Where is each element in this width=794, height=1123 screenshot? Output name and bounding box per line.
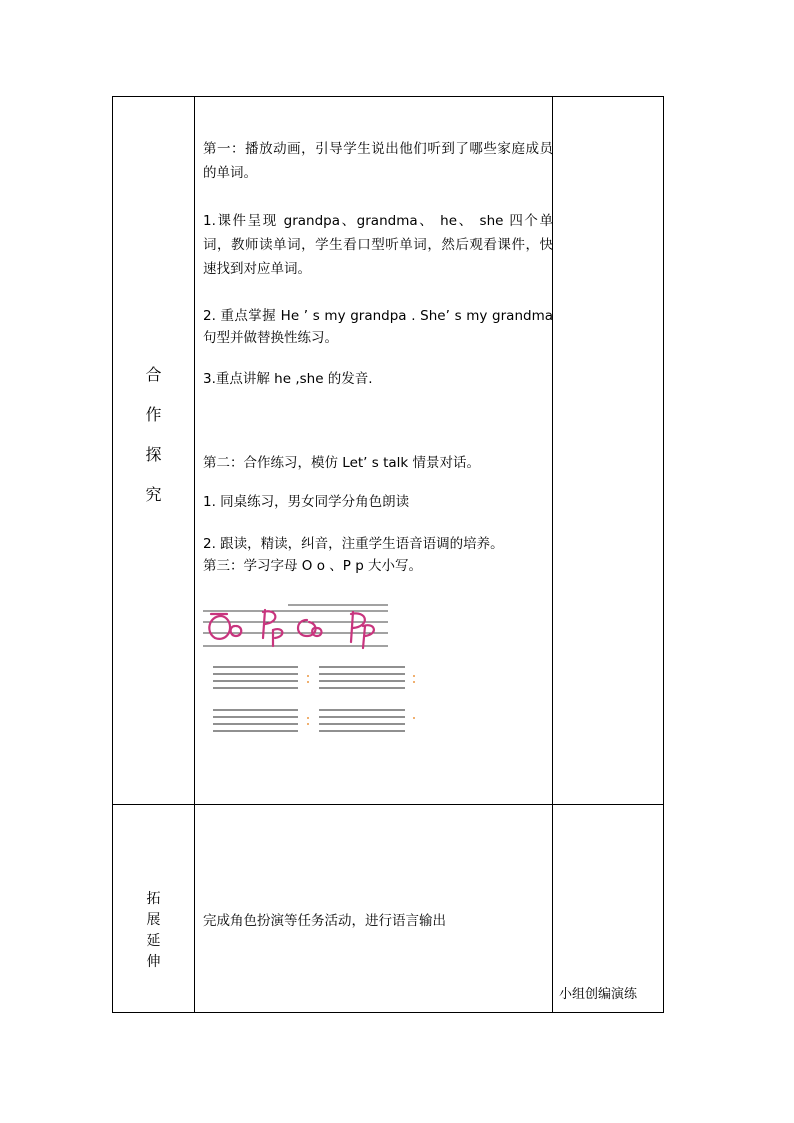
writing-lines-svg bbox=[213, 665, 423, 745]
handwriting-letters-image bbox=[203, 602, 393, 652]
group-rehearsal-note: 小组创编演练 bbox=[559, 987, 638, 1002]
row2-label-char: 延 bbox=[146, 933, 161, 949]
paragraph-point-2: 2. 重点掌握 He ’ s my grandpa . She’ s my grandma 句型并做替换性练习。 bbox=[203, 308, 553, 346]
row2-label bbox=[113, 889, 194, 973]
writing-practice-lines bbox=[213, 665, 423, 745]
row-divider bbox=[113, 804, 663, 805]
row1-label-char: 探 bbox=[145, 445, 162, 464]
paragraph-step-one: 第一：播放动画，引导学生说出他们听到了哪些家庭成员的单词。 bbox=[203, 141, 553, 181]
row2-label-char: 拓 bbox=[146, 891, 161, 907]
paragraph-point-1: 1.课件呈现 grandpa、grandma、 he、 she 四个单词，教师读单词，学生看口型听单词，然后观看课件，快速找到对应单词。 bbox=[203, 213, 553, 277]
paragraph-step-three: 第三：学习字母 O o 、P p 大小写。 bbox=[203, 558, 423, 574]
row2-label-char: 展 bbox=[146, 912, 161, 928]
row2-label-char: 伸 bbox=[146, 954, 161, 970]
row1-label-char: 作 bbox=[145, 405, 162, 424]
paragraph-pair-practice: 1. 同桌练习，男女同学分角色朗读 bbox=[203, 494, 410, 510]
row1-label-char: 合 bbox=[145, 365, 162, 384]
paragraph-step-two: 第二：合作练习，模仿 Let’ s talk 情景对话。 bbox=[203, 455, 481, 471]
paragraph-point-3: 3.重点讲解 he ,she 的发音. bbox=[203, 371, 373, 387]
column-divider-1 bbox=[194, 97, 195, 1012]
handwriting-letters-svg bbox=[203, 602, 393, 652]
row1-label bbox=[113, 355, 194, 515]
extension-activity-text: 完成角色扮演等任务活动，进行语言输出 bbox=[203, 913, 446, 929]
lesson-table bbox=[112, 96, 664, 1013]
paragraph-follow-read: 2. 跟读，精读，纠音，注重学生语音语调的培养。 bbox=[203, 536, 504, 552]
row1-label-char: 究 bbox=[145, 485, 162, 504]
